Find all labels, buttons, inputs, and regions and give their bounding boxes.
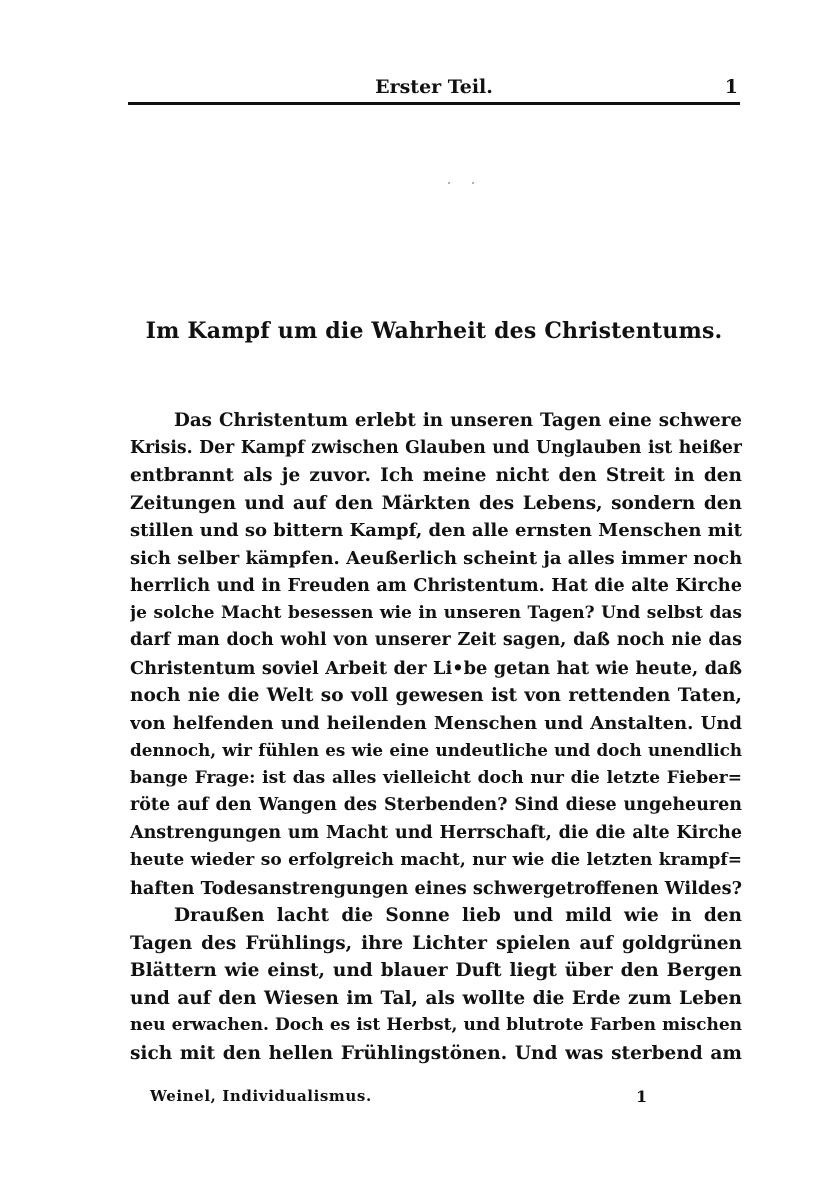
text-line: heute wieder so erfolgreich macht, nur wie die letzten krampf= (130, 850, 742, 870)
signature-mark: Weinel, Individualismus. (150, 1087, 372, 1105)
text-line: Blättern wie einst, und blauer Duft liegt über den Bergen (130, 960, 742, 981)
chapter-title: Im Kampf um die Wahrheit des Christentums. (145, 318, 723, 344)
speck (448, 182, 450, 184)
page-number: 1 (724, 76, 738, 98)
text-line: von helfenden und heilenden Menschen und Anstalten. Und (130, 712, 742, 734)
text-line: Anstrengungen um Macht und Herrschaft, die die alte Kirche (130, 822, 742, 843)
text-line: haften Todesanstrengungen eines schwergetroffenen Wildes? (130, 877, 742, 899)
text-line: Tagen des Frühlings, ihre Lichter spielen auf goldgrünen (130, 932, 742, 954)
text-line: bange Frage: ist das alles vielleicht doch nur die letzte Fieber= (130, 767, 742, 788)
text-line: Draußen lacht die Sonne lieb und mild wie in den (174, 905, 742, 926)
text-line: herrlich und in Freuden am Christentum. Hat die alte Kirche (130, 575, 742, 596)
text-line: entbrannt als je zuvor. Ich meine nicht den Streit in den (130, 465, 742, 486)
text-line: und auf den Wiesen im Tal, als wollte die Erde zum Leben (130, 987, 742, 1009)
printing-specks (448, 182, 478, 188)
text-line: dennoch, wir fühlen es wie eine undeutliche und doch unendlich (130, 740, 742, 760)
running-title: Erster Teil. (375, 76, 493, 98)
text-line: stillen und so bittern Kampf, den alle ernsten Menschen mit (130, 520, 742, 541)
text-line: sich mit den hellen Frühlingstönen. Und was sterbend am (130, 1042, 742, 1064)
text-line: Zeitungen und auf den Märkten des Lebens, sondern den (130, 492, 742, 514)
page-footer (150, 1087, 650, 1111)
running-head (128, 74, 740, 105)
text-line: neu erwachen. Doch es ist Herbst, und blutrote Farben mischen (130, 1015, 742, 1035)
text-line: darf man doch wohl von unserer Zeit sagen, daß noch nie das (130, 630, 742, 650)
speck (472, 182, 474, 184)
sheet-number: 1 (636, 1087, 648, 1106)
text-line: noch nie die Welt so voll gewesen ist von rettenden Taten, (130, 685, 742, 706)
text-line: Christentum soviel Arbeit der Li•be getan hat wie heute, daß (130, 657, 742, 679)
text-line: sich selber kämpfen. Aeußerlich scheint ja alles immer noch (130, 547, 742, 569)
text-line: röte auf den Wangen des Sterbenden? Sind diese ungeheuren (130, 795, 742, 815)
text-line: je solche Macht besessen wie in unseren Tagen? Und selbst das (130, 602, 742, 623)
text-line: Das Christentum erlebt in unseren Tagen eine schwere (174, 410, 742, 431)
body-text (130, 407, 742, 1067)
text-line: Krisis. Der Kampf zwischen Glauben und Unglauben ist heißer (130, 437, 742, 458)
